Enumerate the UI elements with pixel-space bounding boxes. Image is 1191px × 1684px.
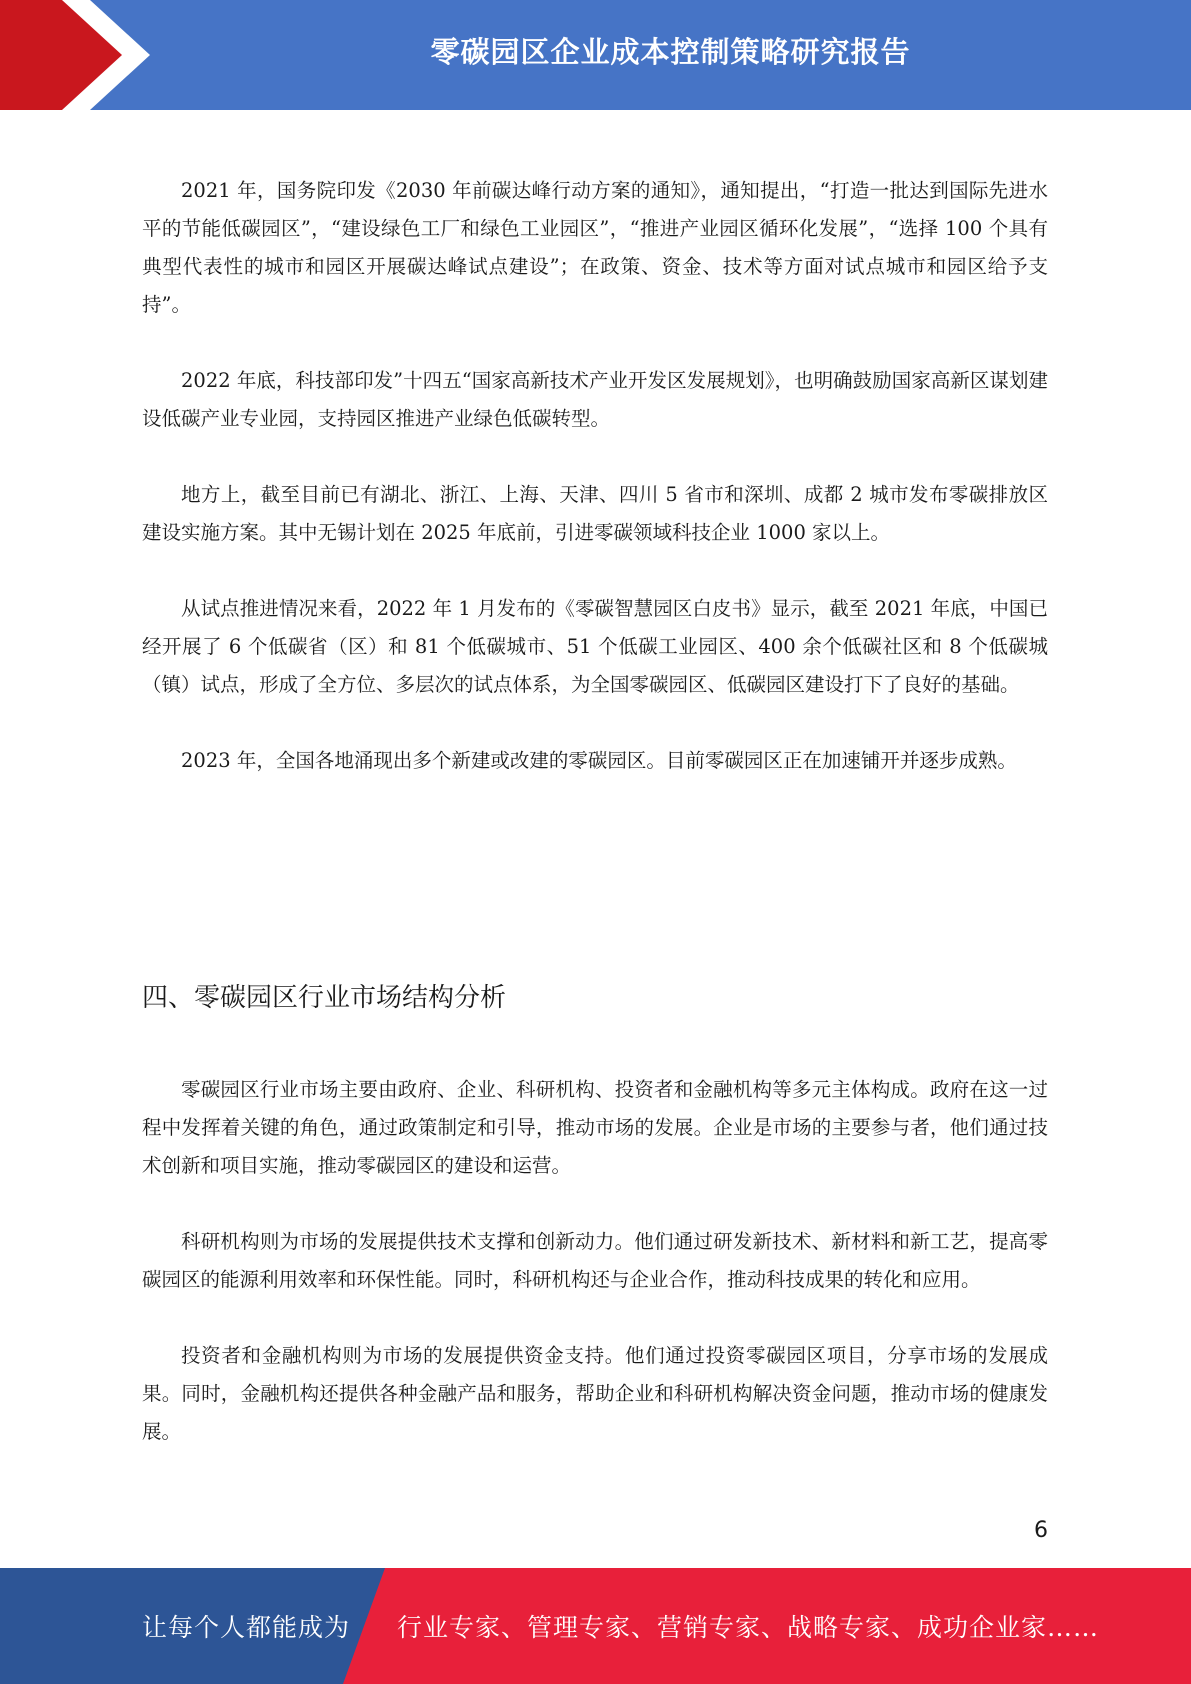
paragraph: 2021 年，国务院印发《2030 年前碳达峰行动方案的通知》，通知提出，“打造一批达到国际先进水平的节能低碳园区”，“建设绿色工厂和绿色工业园区”，“推进产业园区循环化发展”，“选择 100 个具有典型代表性的城市和园区开展碳达峰试点建设”；在政策、资金、技术等方面对试点城市和园区给予支持”。 (142, 179, 1048, 316)
footer-slogan-left: 让每个人都能成为 (142, 1613, 351, 1642)
section-text (142, 1071, 1048, 1451)
header-banner (0, 0, 1191, 110)
section-heading: 四、零碳园区行业市场结构分析 (142, 983, 507, 1013)
report-title: 零碳园区企业成本控制策略研究报告 (430, 34, 911, 69)
paragraph: 2022 年底，科技部印发”十四五“国家高新技术产业开发区发展规划》，也明确鼓励国家高新区谋划建设低碳产业专业园，支持园区推进产业绿色低碳转型。 (142, 369, 1048, 430)
intro-text (142, 172, 1048, 780)
paragraph: 科研机构则为市场的发展提供技术支撑和创新动力。他们通过研发新技术、新材料和新工艺，提高零碳园区的能源利用效率和环保性能。同时，科研机构还与企业合作，推动科技成果的转化和应用。 (142, 1230, 1048, 1291)
paragraph: 2023 年，全国各地涌现出多个新建或改建的零碳园区。目前零碳园区正在加速铺开并逐步成熟。 (181, 749, 1017, 772)
page-number: 6 (1034, 1518, 1048, 1543)
paragraph: 地方上，截至目前已有湖北、浙江、上海、天津、四川 5 省市和深圳、成都 2 城市发布零碳排放区建设实施方案。其中无锡计划在 2025 年底前，引进零碳领域科技企业 1000 家以上。 (142, 483, 1048, 544)
paragraph: 投资者和金融机构则为市场的发展提供资金支持。他们通过投资零碳园区项目，分享市场的发展成果。同时，金融机构还提供各种金融产品和服务，帮助企业和科研机构解决资金问题，推动市场的健康发展。 (142, 1344, 1048, 1443)
paragraph: 从试点推进情况来看，2022 年 1 月发布的《零碳智慧园区白皮书》显示，截至 2021 年底，中国已经开展了 6 个低碳省（区）和 81 个低碳城市、51 个低碳工业园区、400 余个低碳社区和 8 个低碳城（镇）试点，形成了全方位、多层次的试点体系，为全国零碳园区、低碳园区建设打下了良好的基础。 (142, 597, 1048, 696)
footer-banner (0, 1568, 1191, 1684)
footer-slogan-right: 行业专家、管理专家、营销专家、战略专家、成功企业家…… (397, 1613, 1100, 1642)
paragraph: 零碳园区行业市场主要由政府、企业、科研机构、投资者和金融机构等多元主体构成。政府在这一过程中发挥着关键的角色，通过政策制定和引导，推动市场的发展。企业是市场的主要参与者，他们通过技术创新和项目实施，推动零碳园区的建设和运营。 (142, 1078, 1048, 1177)
